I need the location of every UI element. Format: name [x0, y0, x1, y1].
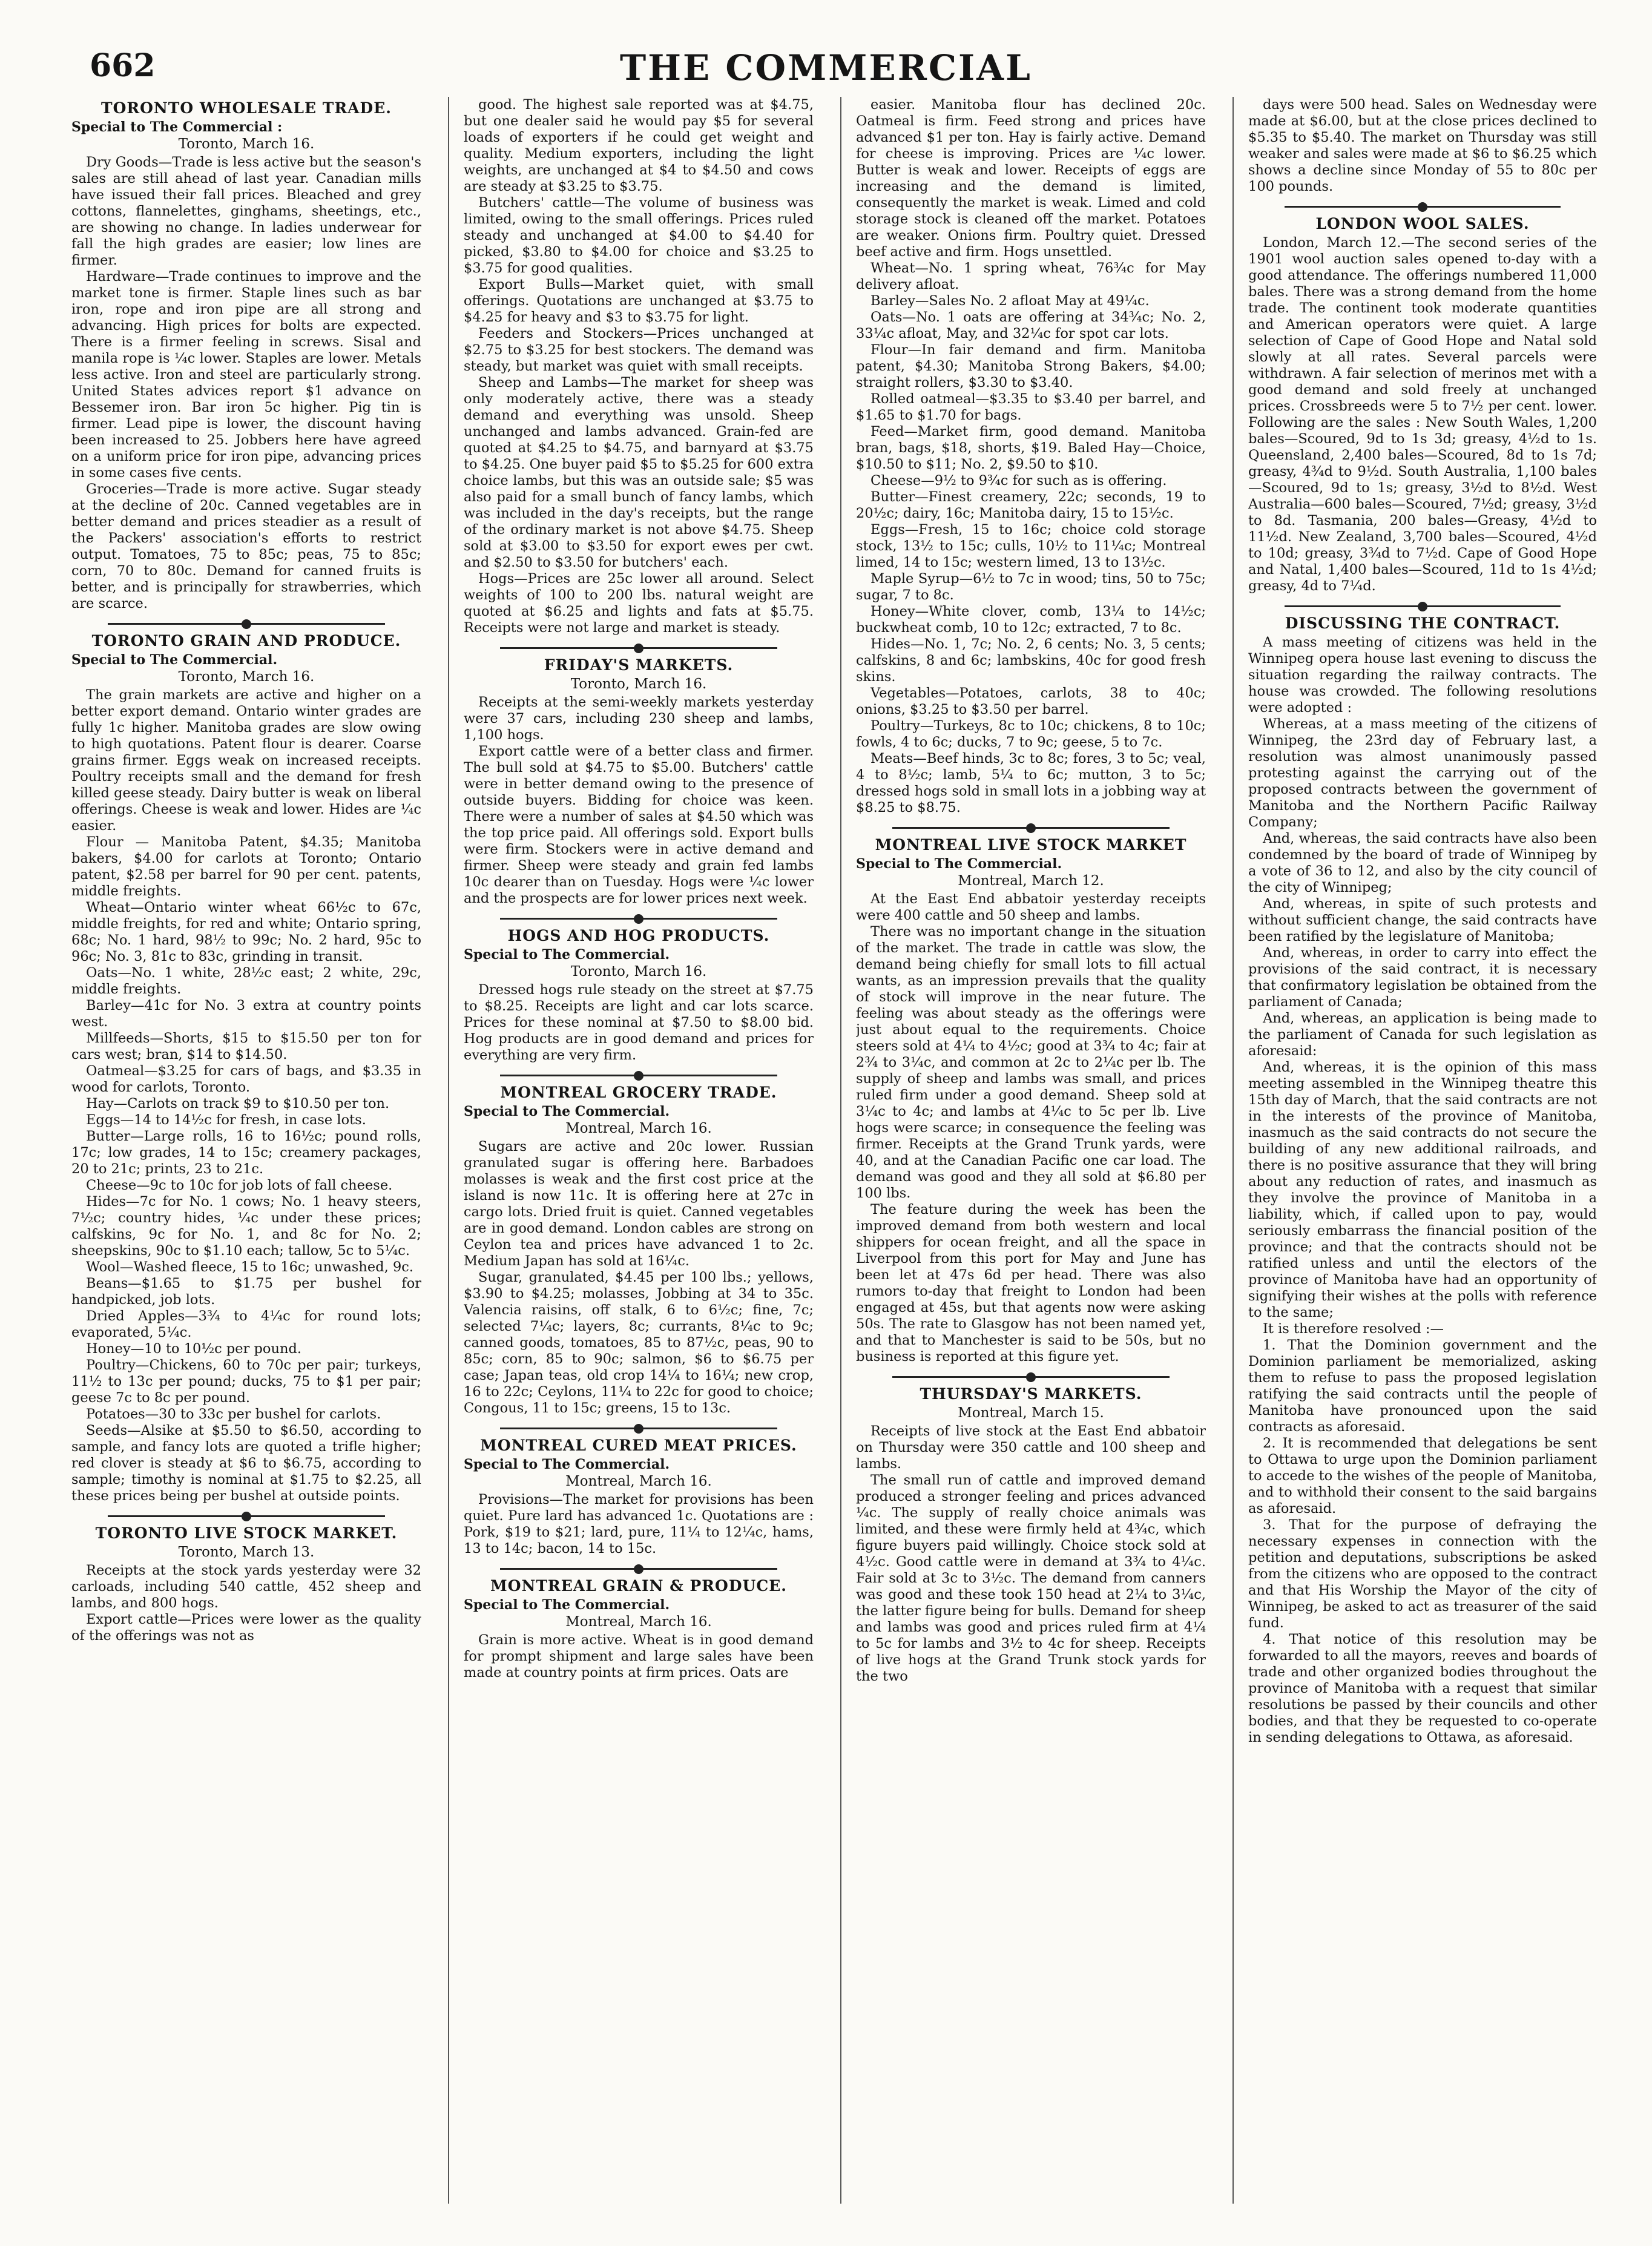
article-paragraph: Hardware—Trade continues to improve and the market tone is firmer. Staple lines such as bar iron, rope and iron pipe are all strong and advancing. High prices for bolts are expected. There is a firmer feeling in screws. Sisal and manila rope is ¼c lower. Staples are lower. Metals less active. Iron and steel are particularly strong. United States advices report $1 advance on Bessemer iron. Bar iron 5c higher. Pig tin is firmer. Lead pipe is lower, the discount having been increased to 25. Jobbers here have agreed on a uniform price for iron pipe, advancing prices in some cases five cents. [71, 269, 421, 481]
article-paragraph: Feed—Market firm, good demand. Manitoba bran, bags, $18, shorts, $19. Baled Hay—Choice, $10.50 to $11; No. 2, $9.50 to $10. [856, 424, 1206, 472]
article-paragraph: Sheep and Lambs—The market for sheep was only moderately active, there was a steady demand and everything was unsold. Sheep unchanged and lambs advanced. Grain-fed are quoted at $4.25 to $4.75, and barnyard at $3.75 to $4.25. One buyer paid $5 to $5.25 for 600 extra choice lambs, but this was an outside sale; $5 was also paid for a small bunch of fancy lambs, which was included in the day's receipts, but the range of the ordinary market is not above $4.75. Sheep sold at $3.00 to $3.50 for export ewes per cwt. and $2.50 to $3.50 for butchers' each. [464, 375, 814, 570]
article-paragraph: Export cattle were of a better class and firmer. The bull sold at $4.75 to $5.00. Butchers' cattle were in better demand owing to the presence of outside buyers. Bidding for choice was keen. There were a number of sales at $4.50 which was the top price paid. All offerings sold. Export bulls were firm. Stockers were in active demand and firmer. Sheep were steady and grain fed lambs 10c dearer than on Tuesday. Hogs were ¼c lower and the prospects are for lower prices next week. [464, 743, 814, 906]
article-dateline: Toronto, March 16. [178, 669, 315, 685]
section-divider [108, 623, 385, 625]
article-paragraph: Cheese—9½ to 9¾c for such as is offering. [870, 473, 1167, 489]
article-paragraph: Hogs—Prices are 25c lower all around. Select weights of 100 to 200 lbs. natural weight are quoted at $6.25 and lights and fats at $5.75. Receipts were not large and market is steady. [464, 571, 814, 636]
article-headline: MONTREAL LIVE STOCK MARKET [875, 836, 1187, 854]
article-paragraph: It is therefore resolved :— [1263, 1321, 1444, 1337]
article-paragraph: easier. Manitoba flour has declined 20c. Oatmeal is firm. Feed strong and prices have advanced $1 per ton. Hay is fairly active. Demand for cheese is improving. Prices are ¼c lower. Butter is weak and lower. Receipts of eggs are increasing and the demand is limited, consequently the market is weak. Limed and cold storage stock is cleaned off the market. Potatoes are weaker. Onions firm. Poultry quiet. Dressed beef active and firm. Hogs unsettled. [856, 97, 1206, 260]
article-paragraph: Oatmeal—$3.25 for cars of bags, and $3.35 in wood for carlots, Toronto. [71, 1063, 421, 1095]
article-paragraph: Dry Goods—Trade is less active but the season's sales are still ahead of last year. Canadian mills have issued their fall prices. Bleached and grey cottons, flannelettes, ginghams, sheetings, etc., are showing no change. In ladies underwear for fall the high grades are easier; low lines are firmer. [71, 154, 421, 268]
section-divider [1285, 206, 1561, 208]
article [464, 1577, 814, 1681]
article [1248, 614, 1597, 1746]
section-divider [500, 918, 777, 920]
article-paragraph: days were 500 head. Sales on Wednesday were made at $6.00, but at the close prices declined to $5.35 to $5.40. The market on Thursday was still weaker and sales were made at $6 to $6.25 which shows a decline since Monday of 55 to 80c per 100 pounds. [1248, 97, 1597, 194]
article-paragraph: Vegetables—Potatoes, carlots, 38 to 40c; onions, $3.25 to $3.50 per barrel. [856, 685, 1206, 717]
article [856, 97, 1206, 816]
article-paragraph: Barley—41c for No. 3 extra at country points west. [71, 998, 421, 1030]
section-divider [108, 1515, 385, 1517]
article-paragraph: And, whereas, the said contracts have also been condemned by the board of trade of Winnipeg by a vote of 36 to 12, and also by the city council of the city of Winnipeg; [1248, 831, 1597, 895]
article-paragraph: good. The highest sale reported was at $4.75, but one dealer said he would pay $5 for several loads of exporters if he could get weight and quality. Medium exporters, including the light weights, are unchanged at $4 to $4.50 and cows are steady at $3.25 to $3.75. [464, 97, 814, 194]
article-paragraph: Oats—No. 1 oats are offering at 34¾c; No. 2, 33¼c afloat, May, and 32¼c for spot car lots. [856, 309, 1206, 341]
article [464, 1437, 814, 1557]
article-paragraph: Beans—$1.65 to $1.75 per bushel for handpicked, job lots. [71, 1276, 421, 1308]
article-paragraph: Rolled oatmeal—$3.35 to $3.40 per barrel, and $1.65 to $1.70 for bags. [856, 391, 1206, 423]
section-divider [1285, 605, 1561, 607]
article [71, 99, 421, 612]
article-paragraph: Barley—Sales No. 2 afloat May at 49¼c. [870, 293, 1150, 309]
article-paragraph: Butter—Large rolls, 16 to 16½c; pound rolls, 17c; low grades, 14 to 15c; creamery packages, 20 to 21c; prints, 23 to 21c. [71, 1128, 421, 1177]
column-3 [856, 97, 1206, 2222]
article-paragraph: Sugars are active and 20c lower. Russian granulated sugar is offering here. Barbadoes molasses is weak and the first cost price at the island is now 11c. It is offering here at 27c in cargo lots. Dried fruit is quiet. Canned vegetables are in good demand. London cables are strong on Ceylon tea and prices have advanced 1 to 2c. Medium Japan has sold at 16¼c. [464, 1139, 814, 1269]
article-paragraph: At the East End abbatoir yesterday receipts were 400 cattle and 50 sheep and lambs. [856, 891, 1206, 923]
article-paragraph: Honey—White clover, comb, 13¼ to 14½c; buckwheat comb, 10 to 12c; extracted, 7 to 8c. [856, 604, 1206, 636]
article-paragraph: Flour — Manitoba Patent, $4.35; Manitoba bakers, $4.00 for carlots at Toronto; Ontario patent, $2.58 per barrel for 90 per cent. patents, middle freights. [71, 834, 421, 899]
article-dateline: Montreal, March 16. [565, 1121, 712, 1136]
article-paragraph: 1. That the Dominion government and the Dominion parliament be memorialized, asking them to refuse to pass the proposed legislation ratifying the said contracts until the people of Manitoba have pronounced upon the said contracts as aforesaid. [1248, 1337, 1597, 1435]
article-headline: MONTREAL GRAIN & PRODUCE. [490, 1577, 787, 1595]
article-paragraph: Eggs—Fresh, 15 to 16c; choice cold storage stock, 13½ to 15c; culls, 10½ to 11¼c; Montreal limed, 14 to 15c; western limed, 13 to 13½c. [856, 522, 1206, 570]
section-divider [892, 1376, 1170, 1378]
article-paragraph: And, whereas, in order to carry into effect the provisions of the said contract, it is necessary that confirmatory legislation be obtained from the parliament of Canada; [1248, 945, 1597, 1010]
article-paragraph: Export cattle—Prices were lower as the quality of the offerings was not as [71, 1612, 421, 1644]
article-dateline: Montreal, March 16. [565, 1614, 712, 1630]
article [71, 632, 421, 1504]
section-divider [500, 647, 777, 649]
column-4 [1248, 97, 1597, 2222]
article [464, 1084, 814, 1417]
article-headline: TORONTO WHOLESALE TRADE. [101, 99, 392, 117]
article-dateline: Toronto, March 16. [570, 964, 707, 980]
article-paragraph: Receipts at the semi-weekly markets yesterday were 37 cars, including 230 sheep and lambs, 1,100 hogs. [464, 694, 814, 743]
article [1248, 97, 1597, 195]
article-paragraph: And, whereas, it is the opinion of this mass meeting assembled in the Winnipeg theatre this 15th day of March, that the said contracts are not in the interests of the province of Manitoba, inasmuch as the said contracts do not secure the building of any new additional railroads, and there is no positive assurance that they will bring about any reduction of rates, and inasmuch as they involve the province of Manitoba in a liability, which, if called upon to pay, would seriously embarrass the financial position of the province; and that the contracts should not be ratified unless and until the electors of the province of Manitoba have had an opportunity of signifying their wishes at the polls with reference to the same; [1248, 1059, 1597, 1320]
article-paragraph: A mass meeting of citizens was held in the Winnipeg opera house last evening to discuss the situation regarding the railway contracts. The house was crowded. The following resolutions were adopted : [1248, 634, 1597, 716]
article-paragraph: Meats—Beef hinds, 3c to 8c; fores, 3 to 5c; veal, 4 to 8½c; lamb, 5¼ to 6c; mutton, 3 to 5c; dressed hogs sold in small lots in a jobbing way at $8.25 to $8.75. [856, 751, 1206, 815]
article-paragraph: The small run of cattle and improved demand produced a stronger feeling and prices advanced ¼c. The supply of really choice animals was limited, and these were firmly held at 4¾c, which figure buyers paid willingly. Choice stock sold at 4½c. Good cattle were in demand at 3¾ to 4¼c. Fair sold at 3c to 3½c. The demand from canners was good and these took 150 head at 2¼ to 3¼c, the latter figure being for bulls. Demand for sheep and lambs was good and prices ruled firm at 4¼ to 5c for lambs and 3½ to 4c for sheep. Receipts of live hogs at the Grand Trunk stock yards for the two [856, 1472, 1206, 1684]
section-divider [500, 1428, 777, 1429]
article-byline: Special to The Commercial. [464, 947, 670, 963]
article-paragraph: Poultry—Turkeys, 8c to 10c; chickens, 8 to 10c; fowls, 4 to 6c; ducks, 7 to 9c; geese, 5 to 7c. [856, 718, 1206, 750]
article-dateline: Montreal, March 15. [958, 1405, 1104, 1421]
article-paragraph: Oats—No. 1 white, 28½c east; 2 white, 29c, middle freights. [71, 965, 421, 997]
article-paragraph: Eggs—14 to 14½c for fresh, in case lots. [86, 1112, 366, 1128]
column-2 [464, 97, 814, 2222]
article-paragraph: Seeds—Alsike at $5.50 to $6.50, according to sample, and fancy lots are quoted a trifle higher; red clover is steady at $6 to $6.75, according to sample; timothy is nominal at $1.75 to $2.25, all these prices being per bushel at outside points. [71, 1423, 421, 1504]
article-dateline: Montreal, March 12. [958, 873, 1104, 889]
article-paragraph: Feeders and Stockers—Prices unchanged at $2.75 to $3.25 for best stockers. The demand was steady, but market was quiet with small receipts. [464, 326, 814, 374]
article-headline: FRIDAY'S MARKETS. [544, 656, 734, 674]
article-paragraph: Dried Apples—3¾ to 4¼c for round lots; evaporated, 5¼c. [71, 1308, 421, 1340]
article-paragraph: Wheat—Ontario winter wheat 66½c to 67c, middle freights, for red and white; Ontario spring, 68c; No. 1 hard, 98½ to 99c; No. 2 hard, 95c to 96c; No. 3, 81c to 83c, grinding in transit. [71, 900, 421, 964]
article-paragraph: Millfeeds—Shorts, $15 to $15.50 per ton for cars west; bran, $14 to $14.50. [71, 1030, 421, 1062]
page-number: 662 [90, 47, 156, 84]
article-byline: Special to The Commercial. [464, 1597, 670, 1613]
article-paragraph: Provisions—The market for provisions has been quiet. Pure lard has advanced 1c. Quotations are : Pork, $19 to $21; lard, pure, 11¼ to 12¼c, hams, 13 to 14c; bacon, 14 to 15c. [464, 1492, 814, 1556]
article [464, 656, 814, 907]
article-paragraph: Hides—No. 1, 7c; No. 2, 6 cents; No. 3, 5 cents; calfskins, 8 and 6c; lambskins, 40c for good fresh skins. [856, 636, 1206, 685]
article-headline: LONDON WOOL SALES. [1315, 215, 1530, 232]
section-divider [500, 1075, 777, 1076]
article-paragraph: Maple Syrup—6½ to 7c in wood; tins, 50 to 75c; sugar, 7 to 8c. [856, 571, 1206, 603]
article-paragraph: Potatoes—30 to 33c per bushel for carlots. [86, 1406, 381, 1422]
article-paragraph: Butchers' cattle—The volume of business was limited, owing to the small offerings. Prices ruled steady and unchanged at $4.00 to $4.40 for picked, $3.80 to $4.00 for choice and $3.25 to $3.75 for good qualities. [464, 195, 814, 276]
article-byline: Special to The Commercial : [71, 119, 283, 135]
article-byline: Special to The Commercial. [71, 652, 278, 668]
column-1 [71, 97, 421, 2222]
article-paragraph: London, March 12.—The second series of the 1901 wool auction sales opened to-day with a good attendance. The offerings numbered 11,000 bales. There was a strong demand from the home trade. The continent took moderate quantities and American operators were quiet. A large selection of Cape of Good Hope and Natal sold slowly at all rates. Several parcels were withdrawn. A fair selection of merinos met with a good demand and sold freely at unchanged prices. Crossbreeds were 5 to 7½ per cent. lower. Following are the sales : New South Wales, 1,200 bales—Scoured, 9d to 1s 3d; greasy, 4½d to 1s. Queensland, 2,400 bales—Scoured, 8d to 1s 7d; greasy, 4¾d to 9½d. South Australia, 1,100 bales—Scoured, 9d to 1s; greasy, 3½d to 8½d. West Australia—600 bales—Scoured, 7½d; greasy, 3½d to 8d. Tasmania, 200 bales—Greasy, 4½d to 11½d. New Zealand, 3,700 bales—Scoured, 4½d to 10d; greasy, 3¾d to 7½d. Cape of Good Hope and Natal, 1,400 bales—Scoured, 11d to 1s 4½d; greasy, 4d to 7¼d. [1248, 235, 1597, 594]
article-paragraph: Groceries—Trade is more active. Sugar steady at the decline of 20c. Canned vegetables are in better demand and prices steadier as a result of the Packers' association's efforts to restrict output. Tomatoes, 75 to 85c; peas, 75 to 85c; corn, 70 to 80c. Demand for canned fruits is better, and is principally for strawberries, which are scarce. [71, 481, 421, 611]
article-paragraph: Receipts at the stock yards yesterday were 32 carloads, including 540 cattle, 452 sheep and lambs, and 800 hogs. [71, 1563, 421, 1611]
article-dateline: Montreal, March 16. [565, 1474, 712, 1489]
article-paragraph: Receipts of live stock at the East End abbatoir on Thursday were 350 cattle and 100 sheep and lambs. [856, 1423, 1206, 1472]
article-headline: TORONTO LIVE STOCK MARKET. [95, 1524, 398, 1542]
article [856, 1385, 1206, 1685]
article-paragraph: There was no important change in the situation of the market. The trade in cattle was slow, the demand being chiefly for small lots to fill actual wants, as an impression prevails that the quality of stock will improve in the near future. The feeling was about steady as the offerings were just about equal to the requirements. Choice steers sold at 4¼ to 4½c; good at 3¾ to 4c; fair at 2¾ to 3¼c, and common at 2c to 2¼c per lb. The supply of sheep and lambs was small, and prices ruled firm under a good demand. Sheep sold at 3¼c to 4c; and lambs at 4¼c to 5c per lb. Live hogs were scarce; in consequence the feeling was firmer. Receipts at the Grand Trunk yards, were 40, and at the Canadian Pacific one car load. The demand was good and they all sold at $6.80 per 100 lbs. [856, 924, 1206, 1201]
page-header [0, 0, 1652, 97]
article [464, 927, 814, 1064]
section-divider [500, 1568, 777, 1570]
article-paragraph: Dressed hogs rule steady on the street at $7.75 to $8.25. Receipts are light and car lots scarce. Prices for these nominal at $7.50 to $8.00 bid. Hog products are in good demand and prices for everything are very firm. [464, 982, 814, 1063]
article-paragraph: Hay—Carlots on track $9 to $10.50 per ton. [86, 1096, 390, 1111]
article-paragraph: Butter—Finest creamery, 22c; seconds, 19 to 20½c; dairy, 16c; Manitoba dairy, 15 to 15½c. [856, 489, 1206, 521]
article [464, 97, 814, 636]
article-paragraph: The feature during the week has been the improved demand from both western and local shippers for ocean freight, and all the space in Liverpool from this port for May and June has been let at 47s 6d per head. There was also rumors to-day that freight to London had been engaged at 45s, but that agents now were asking 50s. The rate to Glasgow has not been named yet, and that to Manchester is said to be 50s, but no business is reported at this figure yet. [856, 1202, 1206, 1365]
article-paragraph: 3. That for the purpose of defraying the necessary expenses in connection with the petition and deputations, subscriptions be asked from the citizens who are opposed to the contract and that His Worship the Mayor of the city of Winnipeg, be asked to act as treasurer of the said fund. [1248, 1517, 1597, 1631]
article-paragraph: Hides—7c for No. 1 cows; No. 1 heavy steers, 7½c; country hides, ¼c under these prices; calfskins, 9c for No. 1, and 8c for No. 2; sheepskins, 90c to $1.10 each; tallow, 5c to 5¼c. [71, 1194, 421, 1259]
article-byline: Special to The Commercial. [464, 1104, 670, 1119]
article-paragraph: 2. It is recommended that delegations be sent to Ottawa to urge upon the Dominion parliament to accede to the wishes of the people of Manitoba, and to withhold their consent to the said bargains as aforesaid. [1248, 1435, 1597, 1517]
article-dateline: Toronto, March 13. [178, 1544, 315, 1560]
columns-area [71, 97, 1597, 2222]
article-paragraph: The grain markets are active and higher on a better export demand. Ontario winter grades are fully 1c higher. Manitoba grades are slow owing to high quotations. Patent flour is dearer. Coarse grains firmer. Eggs weak on increased receipts. Poultry receipts small and the demand for fresh killed geese steady. Dairy butter is weak on liberal offerings. Cheese is weak and lower. Hides are ¼c easier. [71, 687, 421, 834]
article [856, 836, 1206, 1365]
article-headline: TORONTO GRAIN AND PRODUCE. [91, 632, 401, 650]
article-paragraph: Wool—Washed fleece, 15 to 16c; unwashed, 9c. [86, 1259, 414, 1275]
article-paragraph: Flour—In fair demand and firm. Manitoba patent, $4.30; Manitoba Strong Bakers, $4.00; straight rollers, $3.30 to $3.40. [856, 342, 1206, 390]
article [71, 1524, 421, 1644]
article-paragraph: 4. That notice of this resolution may be forwarded to all the mayors, reeves and boards of trade and other organized bodies throughout the province of Manitoba with a request that similar resolutions be passed by their councils and other bodies, and that they be requested to co-operate in sending delegations to Ottawa, as aforesaid. [1248, 1632, 1597, 1745]
article [1248, 215, 1597, 594]
article-headline: THURSDAY'S MARKETS. [920, 1385, 1142, 1403]
article-paragraph: Cheese—9c to 10c for job lots of fall cheese. [86, 1177, 393, 1193]
article-paragraph: Honey—10 to 10½c per pound. [86, 1341, 302, 1357]
article-headline: MONTREAL GROCERY TRADE. [500, 1084, 777, 1101]
article-headline: DISCUSSING THE CONTRACT. [1285, 614, 1561, 632]
article-paragraph: Wheat—No. 1 spring wheat, 76¾c for May delivery afloat. [856, 260, 1206, 292]
newspaper-title: THE COMMERCIAL [620, 47, 1032, 88]
article-paragraph: Export Bulls—Market quiet, with small offerings. Quotations are unchanged at $3.75 to $4.25 for heavy and $3 to $3.75 for light. [464, 277, 814, 325]
article-dateline: Toronto, March 16. [570, 676, 707, 692]
section-divider [892, 827, 1170, 829]
article-byline: Special to The Commercial. [856, 856, 1062, 872]
article-dateline: Toronto, March 16. [178, 136, 315, 152]
article-paragraph: Poultry—Chickens, 60 to 70c per pair; turkeys, 11½ to 13c per pound; ducks, 75 to $1 per pair; geese 7c to 8c per pound. [71, 1357, 421, 1406]
article-paragraph: And, whereas, an application is being made to the parliament of Canada for such legislation as aforesaid: [1248, 1010, 1597, 1059]
article-paragraph: Sugar, granulated, $4.45 per 100 lbs.; yellows, $3.90 to $4.25; molasses, Jobbing at 34 to 35c. Valencia raisins, off stalk, 6 to 6½c; fine, 7c; selected 7¼c; layers, 8c; currants, 8¼c to 9c; canned goods, tomatoes, 85 to 87½c, peas, 90 to 85c; corn, 85 to 90c; salmon, $6 to $6.75 per case; Japan teas, old crop 14¼ to 16¼; new crop, 16 to 22c; Ceylons, 11¼ to 22c for good to choice; Congous, 11 to 15c; greens, 15 to 13c. [464, 1270, 814, 1416]
article-headline: MONTREAL CURED MEAT PRICES. [480, 1437, 797, 1454]
article-headline: HOGS AND HOG PRODUCTS. [507, 927, 770, 944]
article-paragraph: And, whereas, in spite of such protests and without sufficient change, the said contracts have been ratified by the legislature of Manitoba; [1248, 896, 1597, 944]
article-paragraph: Grain is more active. Wheat is in good demand for prompt shipment and large sales have been made at country points at firm prices. Oats are [464, 1632, 814, 1681]
article-byline: Special to The Commercial. [464, 1457, 670, 1472]
article-paragraph: Whereas, at a mass meeting of the citizens of Winnipeg, the 23rd day of February last, a resolution was almost unanimously passed protesting against the carrying out of the proposed contracts between the government of Manitoba and the Northern Pacific Railway Company; [1248, 716, 1597, 830]
